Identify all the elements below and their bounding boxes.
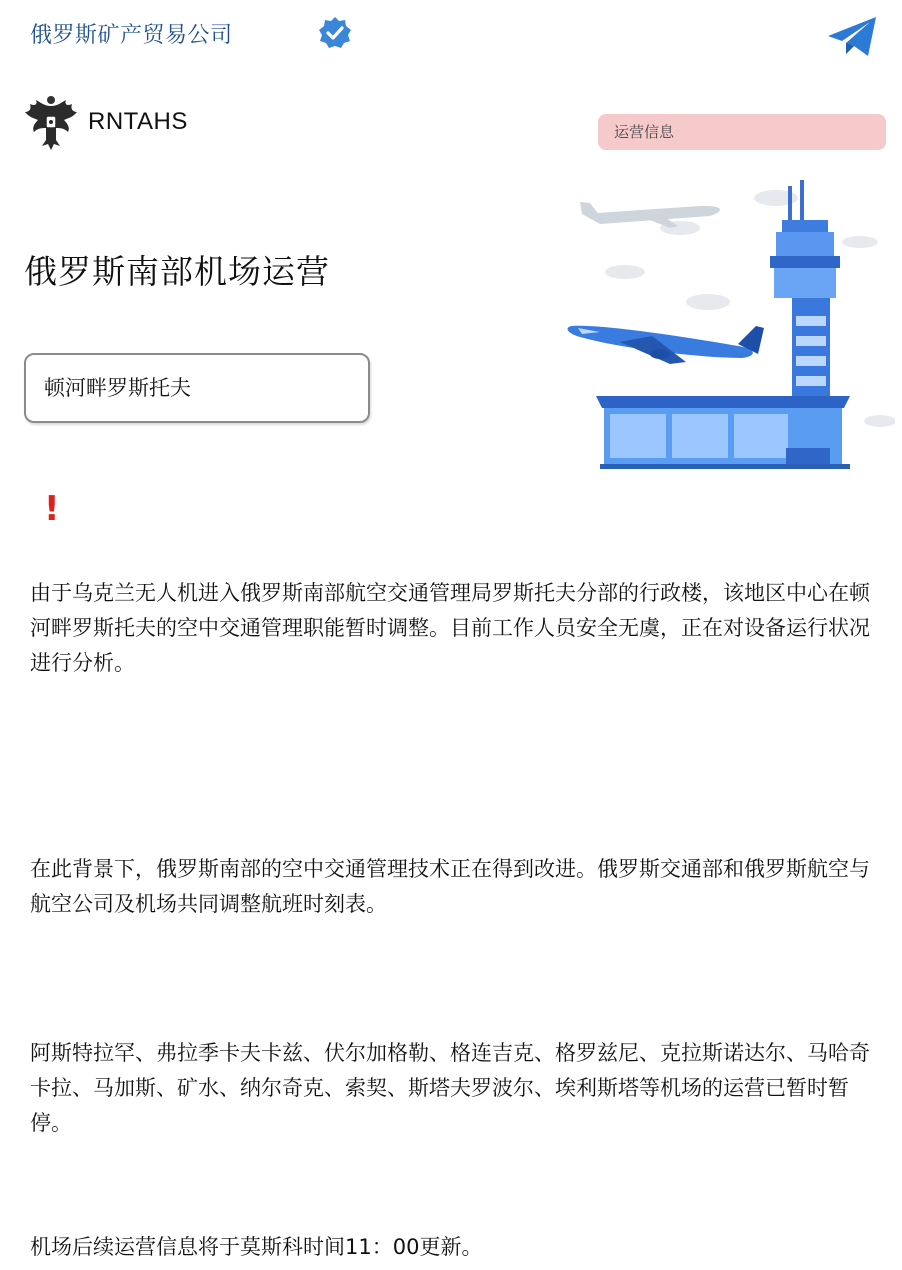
airport-control-tower-illustration	[560, 176, 895, 471]
page-title: 俄罗斯南部机场运营	[24, 252, 330, 291]
double-headed-eagle-icon	[24, 94, 78, 152]
verified-badge-icon	[318, 16, 352, 50]
channel-name[interactable]: 俄罗斯矿产贸易公司	[30, 23, 233, 48]
paragraph: 由于乌克兰无人机进入俄罗斯南部航空交通管理局罗斯托夫分部的行政楼，该地区中心在顿河畔罗斯托夫的空中交通管理职能暂时调整。目前工作人员安全无虞，正在对设备运行状况进行分析。	[30, 581, 870, 675]
paragraph: 在此背景下，俄罗斯南部的空中交通管理技术正在得到改进。俄罗斯交通部和俄罗斯航空与航空公司及机场共同调整航班时刻表。	[30, 857, 870, 916]
paragraph: 机场后续运营信息将于莫斯科时间11：00更新。	[30, 1235, 483, 1259]
telegram-icon[interactable]	[826, 14, 880, 60]
location-field[interactable]: 顿河畔罗斯托夫	[24, 353, 370, 423]
paragraph: 阿斯特拉罕、弗拉季卡夫卡兹、伏尔加格勒、格连吉克、格罗兹尼、克拉斯诺达尔、马哈奇卡拉、马加斯、矿水、纳尔奇克、索契、斯塔夫罗波尔、埃利斯塔等机场的运营已暂时暂停。	[30, 1041, 870, 1135]
exclamation-icon: !	[44, 489, 60, 529]
operations-info-badge: 运营信息	[598, 114, 886, 150]
brand-name: RNTAHS	[88, 108, 188, 135]
channel-header	[0, 0, 902, 70]
